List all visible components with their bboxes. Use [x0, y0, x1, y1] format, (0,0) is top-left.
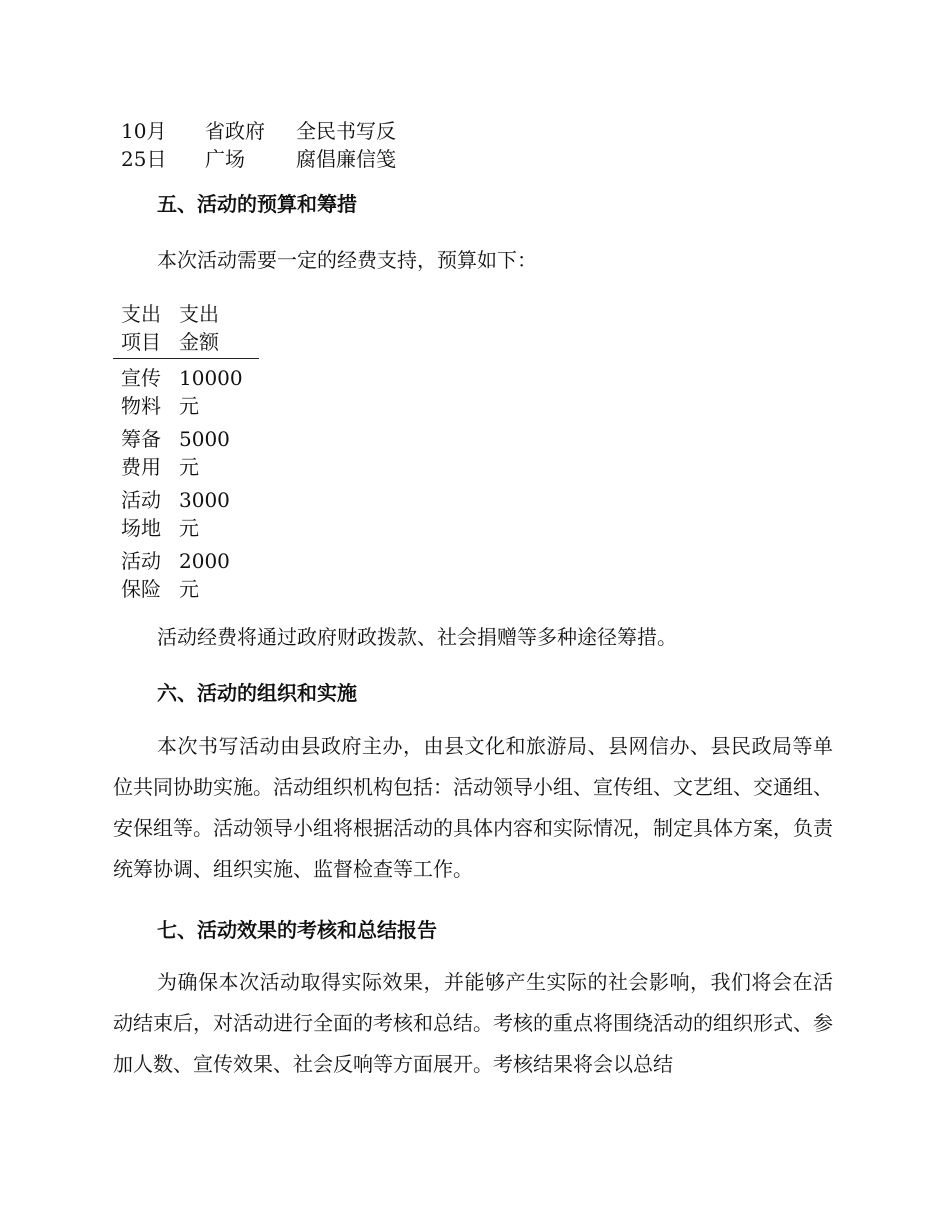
- budget-intro: 本次活动需要一定的经费支持，预算如下：: [157, 248, 537, 272]
- table-row: [113, 547, 259, 603]
- expense-amount: 2000 元: [179, 549, 230, 601]
- schedule-event: 全民书写反: [296, 119, 396, 143]
- schedule-date: 25日: [121, 147, 167, 171]
- expense-item: 活动 场地: [121, 488, 161, 540]
- expense-item: 活动 保险: [121, 549, 161, 601]
- section-heading-budget: 五、活动的预算和筹措: [157, 192, 357, 216]
- schedule-row: [121, 117, 436, 145]
- schedule-table-fragment: [121, 117, 436, 173]
- expense-item: 宣传 物料: [121, 366, 161, 418]
- schedule-location: 省政府: [205, 119, 265, 143]
- section-heading-assessment: 七、活动效果的考核和总结报告: [157, 918, 437, 942]
- funding-paragraph: 活动经费将通过政府财政拨款、社会捐赠等多种途径筹措。: [157, 625, 677, 649]
- table-row: [113, 486, 259, 542]
- budget-table: [113, 300, 259, 603]
- schedule-location: 广场: [205, 147, 245, 171]
- section-heading-organization: 六、活动的组织和实施: [157, 681, 357, 705]
- expense-item: 筹备 费用: [121, 427, 161, 479]
- header-amount: 支出 金额: [179, 302, 219, 354]
- schedule-date: 10月: [121, 119, 167, 143]
- schedule-row: [121, 145, 436, 173]
- expense-amount: 5000 元: [179, 427, 230, 479]
- organization-paragraph: 本次书写活动由县政府主办，由县文化和旅游局、县网信办、县民政局等单位共同协助实施。活动组织机构包括：活动领导小组、宣传组、文艺组、交通组、安保组等。活动领导小组将根据活动的具体内容和实际情况，制定具体方案，负责统筹协调、组织实施、监督检查等工作。: [113, 734, 833, 881]
- table-row: [113, 364, 259, 420]
- budget-table-header: [113, 300, 259, 359]
- assessment-paragraph: 为确保本次活动取得实际效果，并能够产生实际的社会影响，我们将会在活动结束后，对活动进行全面的考核和总结。考核的重点将围绕活动的组织形式、参加人数、宣传效果、社会反响等方面展开。考核结果将会以总结: [113, 970, 833, 1076]
- header-item: 支出 项目: [121, 302, 161, 354]
- expense-amount: 3000 元: [179, 488, 230, 540]
- expense-amount: 10000 元: [179, 366, 243, 418]
- table-row: [113, 425, 259, 481]
- schedule-event: 腐倡廉信笺: [296, 147, 396, 171]
